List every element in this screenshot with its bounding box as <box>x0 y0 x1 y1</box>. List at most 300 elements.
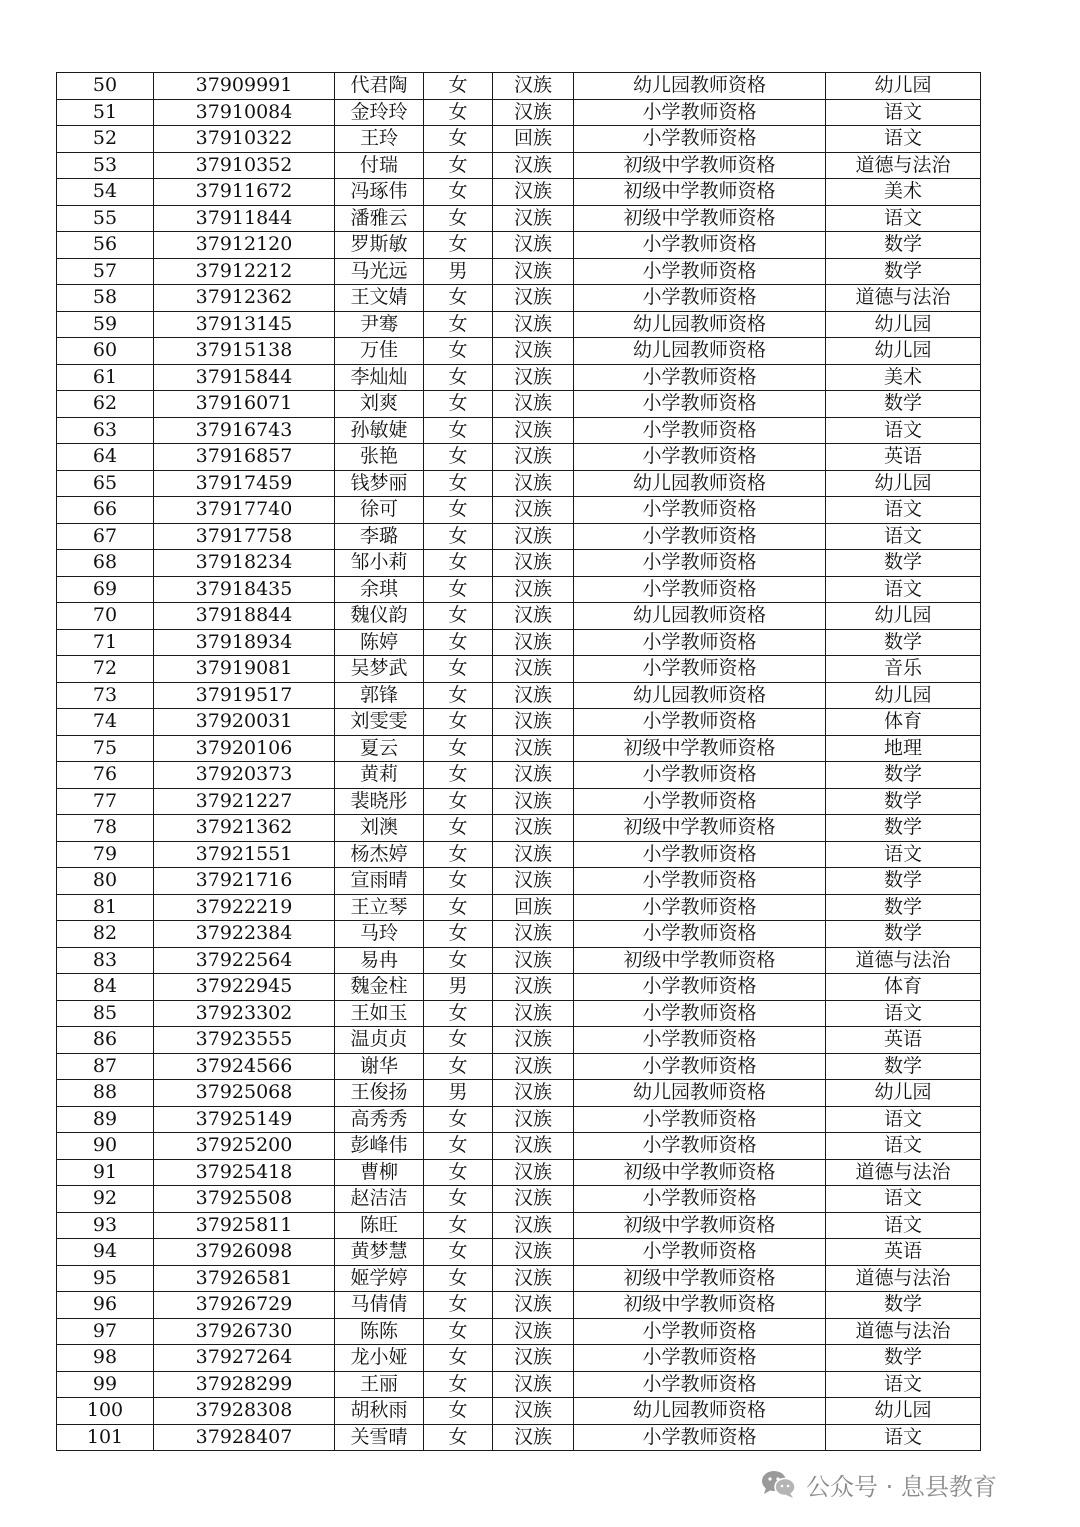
exam-id-cell: 37928308 <box>154 1398 335 1425</box>
row-number-cell: 81 <box>57 894 154 921</box>
name-cell: 金玲玲 <box>335 99 424 126</box>
name-cell: 陈旺 <box>335 1212 424 1239</box>
exam-id-cell: 37921227 <box>154 788 335 815</box>
name-cell: 吴梦武 <box>335 656 424 683</box>
table-row <box>57 1133 981 1160</box>
subject-cell: 数学 <box>826 788 981 815</box>
exam-id-cell: 37926729 <box>154 1292 335 1319</box>
row-number-cell: 53 <box>57 152 154 179</box>
table-row <box>57 311 981 338</box>
gender-cell: 女 <box>424 788 493 815</box>
subject-cell: 语文 <box>826 99 981 126</box>
certificate-type-cell: 小学教师资格 <box>574 788 826 815</box>
subject-cell: 数学 <box>826 921 981 948</box>
ethnicity-cell: 汉族 <box>493 1212 574 1239</box>
name-cell: 魏仪韵 <box>335 603 424 630</box>
certificate-type-cell: 小学教师资格 <box>574 1318 826 1345</box>
name-cell: 罗斯敏 <box>335 232 424 259</box>
certificate-type-cell: 小学教师资格 <box>574 1000 826 1027</box>
ethnicity-cell: 汉族 <box>493 629 574 656</box>
table-row <box>57 1106 981 1133</box>
gender-cell: 女 <box>424 73 493 100</box>
ethnicity-cell: 汉族 <box>493 550 574 577</box>
name-cell: 马光远 <box>335 258 424 285</box>
table-row <box>57 285 981 312</box>
subject-cell: 英语 <box>826 444 981 471</box>
certificate-type-cell: 小学教师资格 <box>574 497 826 524</box>
row-number-cell: 100 <box>57 1398 154 1425</box>
gender-cell: 女 <box>424 417 493 444</box>
ethnicity-cell: 汉族 <box>493 1318 574 1345</box>
ethnicity-cell: 汉族 <box>493 1292 574 1319</box>
table-row <box>57 894 981 921</box>
ethnicity-cell: 汉族 <box>493 497 574 524</box>
name-cell: 陈陈 <box>335 1318 424 1345</box>
gender-cell: 女 <box>424 1371 493 1398</box>
table-row <box>57 947 981 974</box>
certificate-type-cell: 小学教师资格 <box>574 1106 826 1133</box>
certificate-type-cell: 小学教师资格 <box>574 1053 826 1080</box>
exam-id-cell: 37922384 <box>154 921 335 948</box>
ethnicity-cell: 汉族 <box>493 1000 574 1027</box>
row-number-cell: 63 <box>57 417 154 444</box>
ethnicity-cell: 汉族 <box>493 815 574 842</box>
ethnicity-cell: 汉族 <box>493 1239 574 1266</box>
exam-id-cell: 37921362 <box>154 815 335 842</box>
subject-cell: 幼儿园 <box>826 311 981 338</box>
ethnicity-cell: 汉族 <box>493 1106 574 1133</box>
row-number-cell: 67 <box>57 523 154 550</box>
table-row <box>57 1239 981 1266</box>
certificate-type-cell: 小学教师资格 <box>574 391 826 418</box>
name-cell: 王文婧 <box>335 285 424 312</box>
row-number-cell: 71 <box>57 629 154 656</box>
exam-id-cell: 37925149 <box>154 1106 335 1133</box>
name-cell: 彭峰伟 <box>335 1133 424 1160</box>
gender-cell: 女 <box>424 1027 493 1054</box>
subject-cell: 幼儿园 <box>826 1080 981 1107</box>
ethnicity-cell: 汉族 <box>493 841 574 868</box>
table-row <box>57 841 981 868</box>
subject-cell: 音乐 <box>826 656 981 683</box>
exam-id-cell: 37915844 <box>154 364 335 391</box>
row-number-cell: 99 <box>57 1371 154 1398</box>
exam-id-cell: 37918934 <box>154 629 335 656</box>
certificate-type-cell: 小学教师资格 <box>574 1239 826 1266</box>
subject-cell: 数学 <box>826 258 981 285</box>
certificate-type-cell: 小学教师资格 <box>574 1345 826 1372</box>
row-number-cell: 94 <box>57 1239 154 1266</box>
gender-cell: 女 <box>424 1133 493 1160</box>
table-row <box>57 73 981 100</box>
row-number-cell: 75 <box>57 735 154 762</box>
subject-cell: 道德与法治 <box>826 285 981 312</box>
name-cell: 赵洁洁 <box>335 1186 424 1213</box>
subject-cell: 数学 <box>826 815 981 842</box>
certificate-type-cell: 幼儿园教师资格 <box>574 682 826 709</box>
exam-id-cell: 37925508 <box>154 1186 335 1213</box>
exam-id-cell: 37910322 <box>154 126 335 153</box>
certificate-type-cell: 小学教师资格 <box>574 656 826 683</box>
certificate-type-cell: 小学教师资格 <box>574 576 826 603</box>
gender-cell: 女 <box>424 179 493 206</box>
table-row <box>57 550 981 577</box>
gender-cell: 女 <box>424 364 493 391</box>
table-row <box>57 1318 981 1345</box>
name-cell: 曹柳 <box>335 1159 424 1186</box>
row-number-cell: 76 <box>57 762 154 789</box>
ethnicity-cell: 汉族 <box>493 576 574 603</box>
gender-cell: 女 <box>424 232 493 259</box>
exam-id-cell: 37918234 <box>154 550 335 577</box>
gender-cell: 男 <box>424 974 493 1001</box>
ethnicity-cell: 汉族 <box>493 735 574 762</box>
table-row <box>57 126 981 153</box>
row-number-cell: 89 <box>57 1106 154 1133</box>
exam-id-cell: 37917740 <box>154 497 335 524</box>
name-cell: 魏金柱 <box>335 974 424 1001</box>
table-row <box>57 179 981 206</box>
name-cell: 钱梦丽 <box>335 470 424 497</box>
gender-cell: 女 <box>424 1265 493 1292</box>
row-number-cell: 88 <box>57 1080 154 1107</box>
row-number-cell: 80 <box>57 868 154 895</box>
ethnicity-cell: 汉族 <box>493 603 574 630</box>
subject-cell: 幼儿园 <box>826 603 981 630</box>
ethnicity-cell: 汉族 <box>493 1053 574 1080</box>
certificate-type-cell: 初级中学教师资格 <box>574 152 826 179</box>
ethnicity-cell: 汉族 <box>493 921 574 948</box>
table-row <box>57 444 981 471</box>
certificate-type-cell: 初级中学教师资格 <box>574 947 826 974</box>
subject-cell: 语文 <box>826 417 981 444</box>
subject-cell: 数学 <box>826 868 981 895</box>
gender-cell: 女 <box>424 656 493 683</box>
certificate-type-cell: 小学教师资格 <box>574 868 826 895</box>
certificate-type-cell: 初级中学教师资格 <box>574 205 826 232</box>
name-cell: 陈婷 <box>335 629 424 656</box>
certificate-type-cell: 小学教师资格 <box>574 232 826 259</box>
name-cell: 温贞贞 <box>335 1027 424 1054</box>
ethnicity-cell: 汉族 <box>493 523 574 550</box>
subject-cell: 地理 <box>826 735 981 762</box>
row-number-cell: 73 <box>57 682 154 709</box>
exam-id-cell: 37923302 <box>154 1000 335 1027</box>
ethnicity-cell: 汉族 <box>493 152 574 179</box>
row-number-cell: 97 <box>57 1318 154 1345</box>
table-row <box>57 1212 981 1239</box>
table-row <box>57 762 981 789</box>
exam-id-cell: 37917459 <box>154 470 335 497</box>
table-row <box>57 709 981 736</box>
subject-cell: 道德与法治 <box>826 1159 981 1186</box>
ethnicity-cell: 汉族 <box>493 470 574 497</box>
certificate-type-cell: 小学教师资格 <box>574 894 826 921</box>
table-row <box>57 735 981 762</box>
exam-id-cell: 37926730 <box>154 1318 335 1345</box>
row-number-cell: 96 <box>57 1292 154 1319</box>
exam-id-cell: 37918844 <box>154 603 335 630</box>
subject-cell: 语文 <box>826 1371 981 1398</box>
gender-cell: 女 <box>424 497 493 524</box>
name-cell: 马倩倩 <box>335 1292 424 1319</box>
ethnicity-cell: 汉族 <box>493 1398 574 1425</box>
table-row <box>57 258 981 285</box>
name-cell: 张艳 <box>335 444 424 471</box>
subject-cell: 美术 <box>826 179 981 206</box>
row-number-cell: 69 <box>57 576 154 603</box>
certificate-type-cell: 小学教师资格 <box>574 1424 826 1451</box>
name-cell: 李灿灿 <box>335 364 424 391</box>
gender-cell: 女 <box>424 1318 493 1345</box>
row-number-cell: 91 <box>57 1159 154 1186</box>
table-row <box>57 576 981 603</box>
row-number-cell: 92 <box>57 1186 154 1213</box>
table-row <box>57 1292 981 1319</box>
exam-id-cell: 37910352 <box>154 152 335 179</box>
subject-cell: 语文 <box>826 1186 981 1213</box>
exam-id-cell: 37911672 <box>154 179 335 206</box>
gender-cell: 女 <box>424 1159 493 1186</box>
ethnicity-cell: 汉族 <box>493 285 574 312</box>
exam-id-cell: 37912212 <box>154 258 335 285</box>
table-row <box>57 1080 981 1107</box>
certificate-type-cell: 初级中学教师资格 <box>574 1212 826 1239</box>
gender-cell: 女 <box>424 1345 493 1372</box>
table-row <box>57 497 981 524</box>
subject-cell: 语文 <box>826 1000 981 1027</box>
exam-id-cell: 37924566 <box>154 1053 335 1080</box>
roster-table <box>56 72 981 1451</box>
gender-cell: 女 <box>424 1239 493 1266</box>
exam-id-cell: 37925200 <box>154 1133 335 1160</box>
certificate-type-cell: 幼儿园教师资格 <box>574 73 826 100</box>
certificate-type-cell: 小学教师资格 <box>574 550 826 577</box>
subject-cell: 数学 <box>826 550 981 577</box>
exam-id-cell: 37909991 <box>154 73 335 100</box>
exam-id-cell: 37925811 <box>154 1212 335 1239</box>
certificate-type-cell: 初级中学教师资格 <box>574 179 826 206</box>
ethnicity-cell: 汉族 <box>493 444 574 471</box>
name-cell: 姬学婷 <box>335 1265 424 1292</box>
row-number-cell: 68 <box>57 550 154 577</box>
exam-id-cell: 37912362 <box>154 285 335 312</box>
wechat-icon <box>760 1468 798 1500</box>
gender-cell: 女 <box>424 947 493 974</box>
row-number-cell: 87 <box>57 1053 154 1080</box>
name-cell: 谢华 <box>335 1053 424 1080</box>
subject-cell: 英语 <box>826 1027 981 1054</box>
row-number-cell: 72 <box>57 656 154 683</box>
gender-cell: 女 <box>424 285 493 312</box>
subject-cell: 语文 <box>826 205 981 232</box>
gender-cell: 女 <box>424 391 493 418</box>
subject-cell: 数学 <box>826 232 981 259</box>
certificate-type-cell: 幼儿园教师资格 <box>574 311 826 338</box>
certificate-type-cell: 小学教师资格 <box>574 1186 826 1213</box>
row-number-cell: 98 <box>57 1345 154 1372</box>
subject-cell: 道德与法治 <box>826 152 981 179</box>
name-cell: 王立琴 <box>335 894 424 921</box>
certificate-type-cell: 小学教师资格 <box>574 762 826 789</box>
exam-id-cell: 37920373 <box>154 762 335 789</box>
exam-id-cell: 37928299 <box>154 1371 335 1398</box>
table-row <box>57 788 981 815</box>
name-cell: 王玲 <box>335 126 424 153</box>
name-cell: 尹骞 <box>335 311 424 338</box>
row-number-cell: 85 <box>57 1000 154 1027</box>
exam-id-cell: 37922945 <box>154 974 335 1001</box>
certificate-type-cell: 小学教师资格 <box>574 1027 826 1054</box>
gender-cell: 女 <box>424 444 493 471</box>
ethnicity-cell: 汉族 <box>493 99 574 126</box>
name-cell: 代君陶 <box>335 73 424 100</box>
exam-id-cell: 37928407 <box>154 1424 335 1451</box>
gender-cell: 女 <box>424 735 493 762</box>
gender-cell: 男 <box>424 258 493 285</box>
watermark-text: 公众号 · 息县教育 <box>806 1472 997 1501</box>
row-number-cell: 74 <box>57 709 154 736</box>
ethnicity-cell: 汉族 <box>493 1186 574 1213</box>
gender-cell: 女 <box>424 126 493 153</box>
ethnicity-cell: 汉族 <box>493 73 574 100</box>
exam-id-cell: 37923555 <box>154 1027 335 1054</box>
gender-cell: 女 <box>424 1398 493 1425</box>
certificate-type-cell: 初级中学教师资格 <box>574 1265 826 1292</box>
ethnicity-cell: 汉族 <box>493 1345 574 1372</box>
gender-cell: 女 <box>424 1186 493 1213</box>
table-row <box>57 205 981 232</box>
row-number-cell: 62 <box>57 391 154 418</box>
table-row <box>57 656 981 683</box>
subject-cell: 道德与法治 <box>826 1265 981 1292</box>
certificate-type-cell: 幼儿园教师资格 <box>574 1080 826 1107</box>
certificate-type-cell: 小学教师资格 <box>574 99 826 126</box>
gender-cell: 女 <box>424 815 493 842</box>
name-cell: 王如玉 <box>335 1000 424 1027</box>
name-cell: 马玲 <box>335 921 424 948</box>
row-number-cell: 58 <box>57 285 154 312</box>
certificate-type-cell: 小学教师资格 <box>574 974 826 1001</box>
name-cell: 黄梦慧 <box>335 1239 424 1266</box>
name-cell: 付瑞 <box>335 152 424 179</box>
name-cell: 万佳 <box>335 338 424 365</box>
ethnicity-cell: 回族 <box>493 894 574 921</box>
table-row <box>57 523 981 550</box>
gender-cell: 女 <box>424 1424 493 1451</box>
row-number-cell: 60 <box>57 338 154 365</box>
ethnicity-cell: 汉族 <box>493 391 574 418</box>
subject-cell: 数学 <box>826 1053 981 1080</box>
ethnicity-cell: 回族 <box>493 126 574 153</box>
exam-id-cell: 37920106 <box>154 735 335 762</box>
ethnicity-cell: 汉族 <box>493 311 574 338</box>
name-cell: 刘雯雯 <box>335 709 424 736</box>
certificate-type-cell: 小学教师资格 <box>574 1133 826 1160</box>
subject-cell: 数学 <box>826 629 981 656</box>
subject-cell: 道德与法治 <box>826 1318 981 1345</box>
row-number-cell: 51 <box>57 99 154 126</box>
exam-id-cell: 37922564 <box>154 947 335 974</box>
subject-cell: 体育 <box>826 974 981 1001</box>
row-number-cell: 84 <box>57 974 154 1001</box>
name-cell: 杨杰婷 <box>335 841 424 868</box>
exam-id-cell: 37920031 <box>154 709 335 736</box>
ethnicity-cell: 汉族 <box>493 868 574 895</box>
row-number-cell: 65 <box>57 470 154 497</box>
row-number-cell: 70 <box>57 603 154 630</box>
ethnicity-cell: 汉族 <box>493 1080 574 1107</box>
table-row <box>57 1371 981 1398</box>
watermark <box>760 1464 997 1504</box>
table-row <box>57 815 981 842</box>
certificate-type-cell: 小学教师资格 <box>574 364 826 391</box>
certificate-type-cell: 初级中学教师资格 <box>574 1292 826 1319</box>
name-cell: 王俊扬 <box>335 1080 424 1107</box>
subject-cell: 英语 <box>826 1239 981 1266</box>
table-row <box>57 868 981 895</box>
certificate-type-cell: 初级中学教师资格 <box>574 735 826 762</box>
exam-id-cell: 37921551 <box>154 841 335 868</box>
name-cell: 潘雅云 <box>335 205 424 232</box>
certificate-type-cell: 幼儿园教师资格 <box>574 338 826 365</box>
name-cell: 胡秋雨 <box>335 1398 424 1425</box>
gender-cell: 女 <box>424 868 493 895</box>
row-number-cell: 55 <box>57 205 154 232</box>
ethnicity-cell: 汉族 <box>493 179 574 206</box>
exam-id-cell: 37919081 <box>154 656 335 683</box>
table-row <box>57 1424 981 1451</box>
exam-id-cell: 37919517 <box>154 682 335 709</box>
table-row <box>57 417 981 444</box>
table-row <box>57 921 981 948</box>
gender-cell: 女 <box>424 629 493 656</box>
ethnicity-cell: 汉族 <box>493 974 574 1001</box>
ethnicity-cell: 汉族 <box>493 1027 574 1054</box>
certificate-type-cell: 小学教师资格 <box>574 921 826 948</box>
row-number-cell: 93 <box>57 1212 154 1239</box>
subject-cell: 语文 <box>826 1106 981 1133</box>
exam-id-cell: 37916743 <box>154 417 335 444</box>
exam-id-cell: 37925068 <box>154 1080 335 1107</box>
ethnicity-cell: 汉族 <box>493 364 574 391</box>
gender-cell: 女 <box>424 523 493 550</box>
name-cell: 黄莉 <box>335 762 424 789</box>
subject-cell: 数学 <box>826 762 981 789</box>
gender-cell: 女 <box>424 603 493 630</box>
exam-id-cell: 37916071 <box>154 391 335 418</box>
name-cell: 刘澳 <box>335 815 424 842</box>
subject-cell: 道德与法治 <box>826 947 981 974</box>
row-number-cell: 52 <box>57 126 154 153</box>
ethnicity-cell: 汉族 <box>493 1265 574 1292</box>
row-number-cell: 54 <box>57 179 154 206</box>
certificate-type-cell: 小学教师资格 <box>574 126 826 153</box>
subject-cell: 体育 <box>826 709 981 736</box>
exam-id-cell: 37912120 <box>154 232 335 259</box>
certificate-type-cell: 小学教师资格 <box>574 285 826 312</box>
gender-cell: 女 <box>424 338 493 365</box>
gender-cell: 女 <box>424 470 493 497</box>
row-number-cell: 79 <box>57 841 154 868</box>
subject-cell: 数学 <box>826 391 981 418</box>
table-row <box>57 682 981 709</box>
subject-cell: 美术 <box>826 364 981 391</box>
subject-cell: 幼儿园 <box>826 682 981 709</box>
exam-id-cell: 37913145 <box>154 311 335 338</box>
table-row <box>57 152 981 179</box>
table-row <box>57 1265 981 1292</box>
